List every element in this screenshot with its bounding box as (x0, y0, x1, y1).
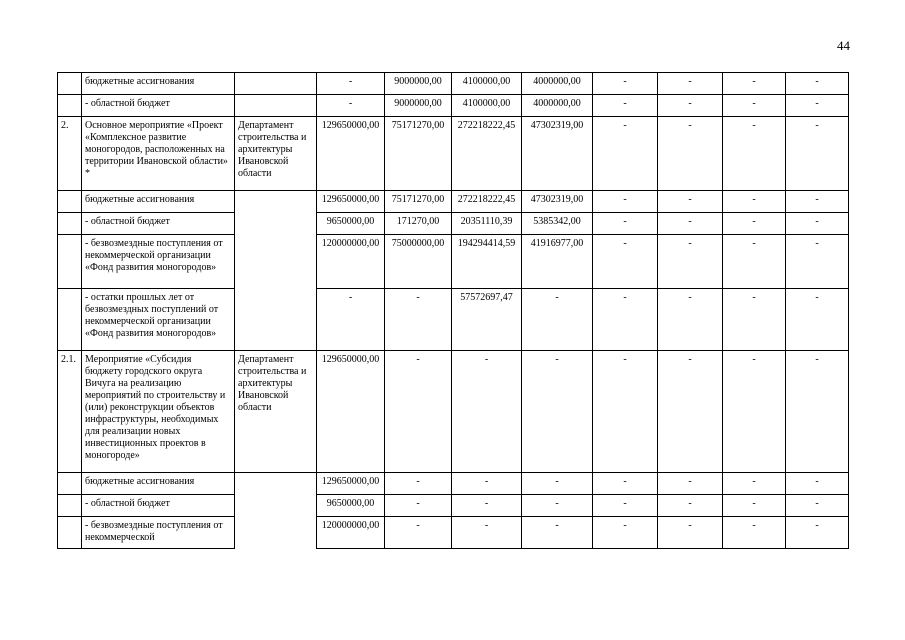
row-number-cell (58, 289, 82, 351)
table-row (58, 213, 849, 235)
table-row (58, 117, 849, 191)
table-row (58, 235, 849, 289)
row-number-cell (58, 213, 82, 235)
row-number-cell (58, 191, 82, 213)
value-cell-4: 41916977,00 (522, 235, 593, 289)
value-cell-5: - (593, 517, 658, 549)
value-cell-1: 129650000,00 (317, 351, 385, 473)
executor-cell (235, 495, 317, 517)
value-cell-3: 4100000,00 (452, 95, 522, 117)
executor-cell (235, 235, 317, 289)
row-number-cell: 2. (58, 117, 82, 191)
measure-name-cell: бюджетные ассигнования (82, 191, 235, 213)
executor-cell (235, 191, 317, 213)
value-cell-8: - (786, 495, 849, 517)
row-number-cell (58, 473, 82, 495)
table-row (58, 517, 849, 549)
measure-name-cell: бюджетные ассигнования (82, 473, 235, 495)
row-number-cell (58, 517, 82, 549)
value-cell-8: - (786, 191, 849, 213)
value-cell-5: - (593, 117, 658, 191)
value-cell-6: - (658, 73, 723, 95)
value-cell-3: 4100000,00 (452, 73, 522, 95)
executor-cell: Департамент строительства и архитектуры Ивановской области (235, 117, 317, 191)
value-cell-7: - (723, 95, 786, 117)
executor-cell (235, 473, 317, 495)
value-cell-1: 129650000,00 (317, 117, 385, 191)
row-number-cell: 2.1. (58, 351, 82, 473)
measure-name-cell: - областной бюджет (82, 95, 235, 117)
row-number-cell (58, 495, 82, 517)
value-cell-7: - (723, 235, 786, 289)
value-cell-5: - (593, 235, 658, 289)
value-cell-5: - (593, 95, 658, 117)
value-cell-8: - (786, 235, 849, 289)
value-cell-5: - (593, 73, 658, 95)
table-row (58, 473, 849, 495)
value-cell-4: - (522, 517, 593, 549)
value-cell-4: 47302319,00 (522, 117, 593, 191)
value-cell-3: 20351110,39 (452, 213, 522, 235)
table-body (58, 73, 849, 549)
measure-name-cell: бюджетные ассигнования (82, 73, 235, 95)
value-cell-5: - (593, 289, 658, 351)
value-cell-3: 272218222,45 (452, 117, 522, 191)
executor-cell (235, 289, 317, 351)
value-cell-1: 9650000,00 (317, 213, 385, 235)
table-row (58, 191, 849, 213)
table-row (58, 495, 849, 517)
value-cell-4: 4000000,00 (522, 95, 593, 117)
value-cell-4: 4000000,00 (522, 73, 593, 95)
value-cell-4: - (522, 495, 593, 517)
value-cell-2: - (385, 289, 452, 351)
value-cell-8: - (786, 73, 849, 95)
executor-cell: Департамент строительства и архитектуры Ивановской области (235, 351, 317, 473)
value-cell-1: 129650000,00 (317, 473, 385, 495)
value-cell-2: 75171270,00 (385, 117, 452, 191)
value-cell-7: - (723, 495, 786, 517)
value-cell-1: - (317, 73, 385, 95)
value-cell-7: - (723, 517, 786, 549)
value-cell-3: 57572697,47 (452, 289, 522, 351)
value-cell-8: - (786, 289, 849, 351)
value-cell-6: - (658, 95, 723, 117)
value-cell-1: 129650000,00 (317, 191, 385, 213)
value-cell-7: - (723, 289, 786, 351)
table-row (58, 73, 849, 95)
value-cell-8: - (786, 473, 849, 495)
value-cell-4: - (522, 473, 593, 495)
value-cell-3: - (452, 351, 522, 473)
table-row (58, 289, 849, 351)
value-cell-5: - (593, 495, 658, 517)
value-cell-6: - (658, 213, 723, 235)
value-cell-4: - (522, 351, 593, 473)
value-cell-5: - (593, 191, 658, 213)
row-number-cell (58, 235, 82, 289)
value-cell-2: - (385, 517, 452, 549)
value-cell-1: 120000000,00 (317, 517, 385, 549)
value-cell-2: 9000000,00 (385, 95, 452, 117)
value-cell-8: - (786, 117, 849, 191)
value-cell-2: 171270,00 (385, 213, 452, 235)
value-cell-5: - (593, 213, 658, 235)
row-number-cell (58, 73, 82, 95)
measure-name-cell: - безвозмездные поступления от некоммерческой (82, 517, 235, 549)
measure-name-cell: Основное мероприятие «Проект «Комплексное развитие моногородов, расположенных на территории Ивановской области» * (82, 117, 235, 191)
table-row (58, 351, 849, 473)
value-cell-6: - (658, 351, 723, 473)
executor-cell (235, 73, 317, 95)
row-number-cell (58, 95, 82, 117)
measure-name-cell: - областной бюджет (82, 213, 235, 235)
value-cell-4: 47302319,00 (522, 191, 593, 213)
value-cell-2: 9000000,00 (385, 73, 452, 95)
value-cell-1: - (317, 289, 385, 351)
executor-cell (235, 213, 317, 235)
value-cell-3: - (452, 517, 522, 549)
value-cell-7: - (723, 117, 786, 191)
value-cell-6: - (658, 191, 723, 213)
value-cell-6: - (658, 495, 723, 517)
value-cell-1: 120000000,00 (317, 235, 385, 289)
value-cell-3: - (452, 495, 522, 517)
value-cell-7: - (723, 473, 786, 495)
value-cell-6: - (658, 473, 723, 495)
measure-name-cell: Мероприятие «Субсидия бюджету городского округа Вичуга на реализацию мероприятий по строительству и (или) реконструкции объектов инфраструктуры, необходимых для реализации новых инвестиционных проектов в моногороде» (82, 351, 235, 473)
executor-cell (235, 517, 317, 549)
value-cell-8: - (786, 213, 849, 235)
value-cell-6: - (658, 117, 723, 191)
value-cell-2: 75000000,00 (385, 235, 452, 289)
value-cell-1: 9650000,00 (317, 495, 385, 517)
value-cell-6: - (658, 289, 723, 351)
value-cell-3: 194294414,59 (452, 235, 522, 289)
value-cell-4: - (522, 289, 593, 351)
value-cell-7: - (723, 73, 786, 95)
page-number: 44 (837, 38, 850, 53)
value-cell-2: 75171270,00 (385, 191, 452, 213)
value-cell-6: - (658, 235, 723, 289)
measure-name-cell: - остатки прошлых лет от безвозмездных поступлений от некоммерческой организации «Фонд развития моногородов» (82, 289, 235, 351)
value-cell-7: - (723, 213, 786, 235)
value-cell-5: - (593, 351, 658, 473)
value-cell-6: - (658, 517, 723, 549)
table-row (58, 95, 849, 117)
value-cell-7: - (723, 351, 786, 473)
value-cell-3: - (452, 473, 522, 495)
value-cell-8: - (786, 95, 849, 117)
value-cell-2: - (385, 351, 452, 473)
value-cell-1: - (317, 95, 385, 117)
value-cell-8: - (786, 517, 849, 549)
value-cell-5: - (593, 473, 658, 495)
value-cell-7: - (723, 191, 786, 213)
measure-name-cell: - безвозмездные поступления от некоммерческой организации «Фонд развития моногородов» (82, 235, 235, 289)
value-cell-2: - (385, 473, 452, 495)
value-cell-8: - (786, 351, 849, 473)
value-cell-2: - (385, 495, 452, 517)
measure-name-cell: - областной бюджет (82, 495, 235, 517)
executor-cell (235, 95, 317, 117)
value-cell-3: 272218222,45 (452, 191, 522, 213)
budget-table (57, 72, 849, 549)
value-cell-4: 5385342,00 (522, 213, 593, 235)
